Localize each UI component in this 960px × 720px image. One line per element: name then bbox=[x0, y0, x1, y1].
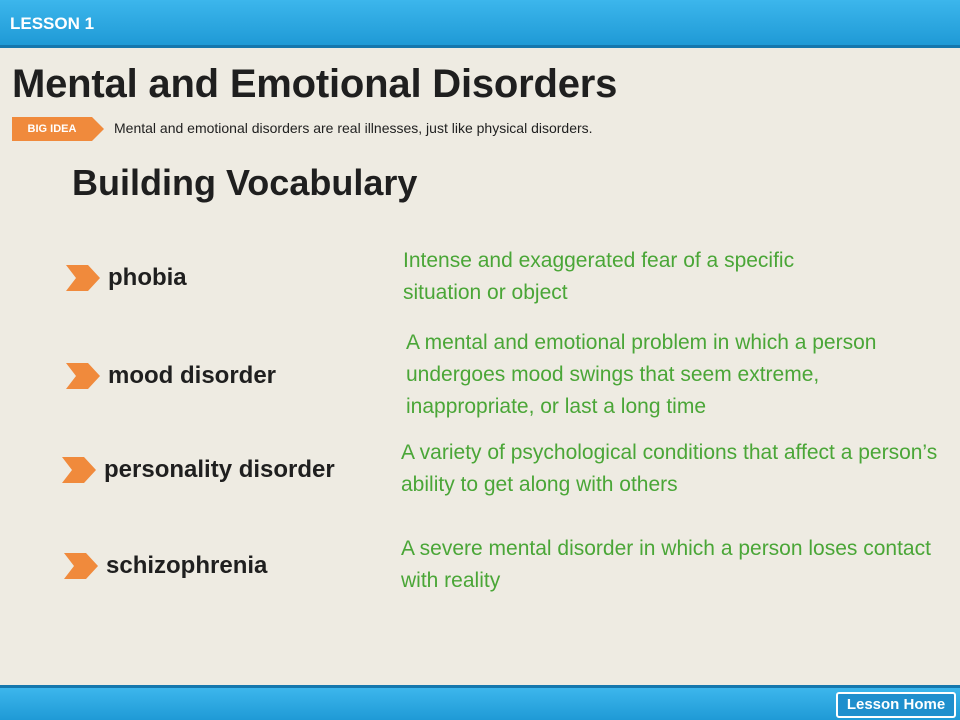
vocab-term-phobia bbox=[66, 264, 187, 292]
chevron-arrow-icon bbox=[62, 457, 96, 483]
lesson-home-button[interactable]: Lesson Home bbox=[836, 692, 956, 718]
big-idea-tag bbox=[12, 117, 104, 141]
vocab-term-mood-disorder bbox=[66, 362, 276, 390]
big-idea-label: BIG IDEA bbox=[12, 117, 92, 141]
big-idea-arrow-icon bbox=[92, 117, 104, 141]
section-title: Building Vocabulary bbox=[72, 162, 418, 203]
bottom-bar bbox=[0, 685, 960, 720]
term-definition: A severe mental disorder in which a person loses contact with reality bbox=[401, 537, 931, 592]
chevron-arrow-icon bbox=[66, 363, 100, 389]
page-title: Mental and Emotional Disorders bbox=[12, 62, 618, 106]
term-label: phobia bbox=[108, 264, 187, 291]
top-bar bbox=[0, 0, 960, 48]
big-idea-text: Mental and emotional disorders are real illnesses, just like physical disorders. bbox=[114, 120, 593, 136]
vocab-term-schizophrenia bbox=[64, 552, 267, 580]
term-definition: Intense and exaggerated fear of a specific situation or object bbox=[403, 249, 795, 304]
chevron-arrow-icon bbox=[64, 553, 98, 579]
lesson-label: LESSON 1 bbox=[10, 14, 95, 33]
vocab-term-personality-disorder bbox=[62, 456, 335, 484]
term-label: schizophrenia bbox=[106, 552, 268, 579]
chevron-arrow-icon bbox=[66, 265, 100, 291]
term-label: personality disorder bbox=[104, 456, 335, 483]
term-definition: A mental and emotional problem in which a person undergoes mood swings that seem extreme, inappropriate, or last a long time bbox=[406, 331, 877, 418]
term-label: mood disorder bbox=[108, 362, 277, 389]
term-definition: A variety of psychological conditions that affect a person’s ability to get along with others bbox=[401, 441, 938, 496]
